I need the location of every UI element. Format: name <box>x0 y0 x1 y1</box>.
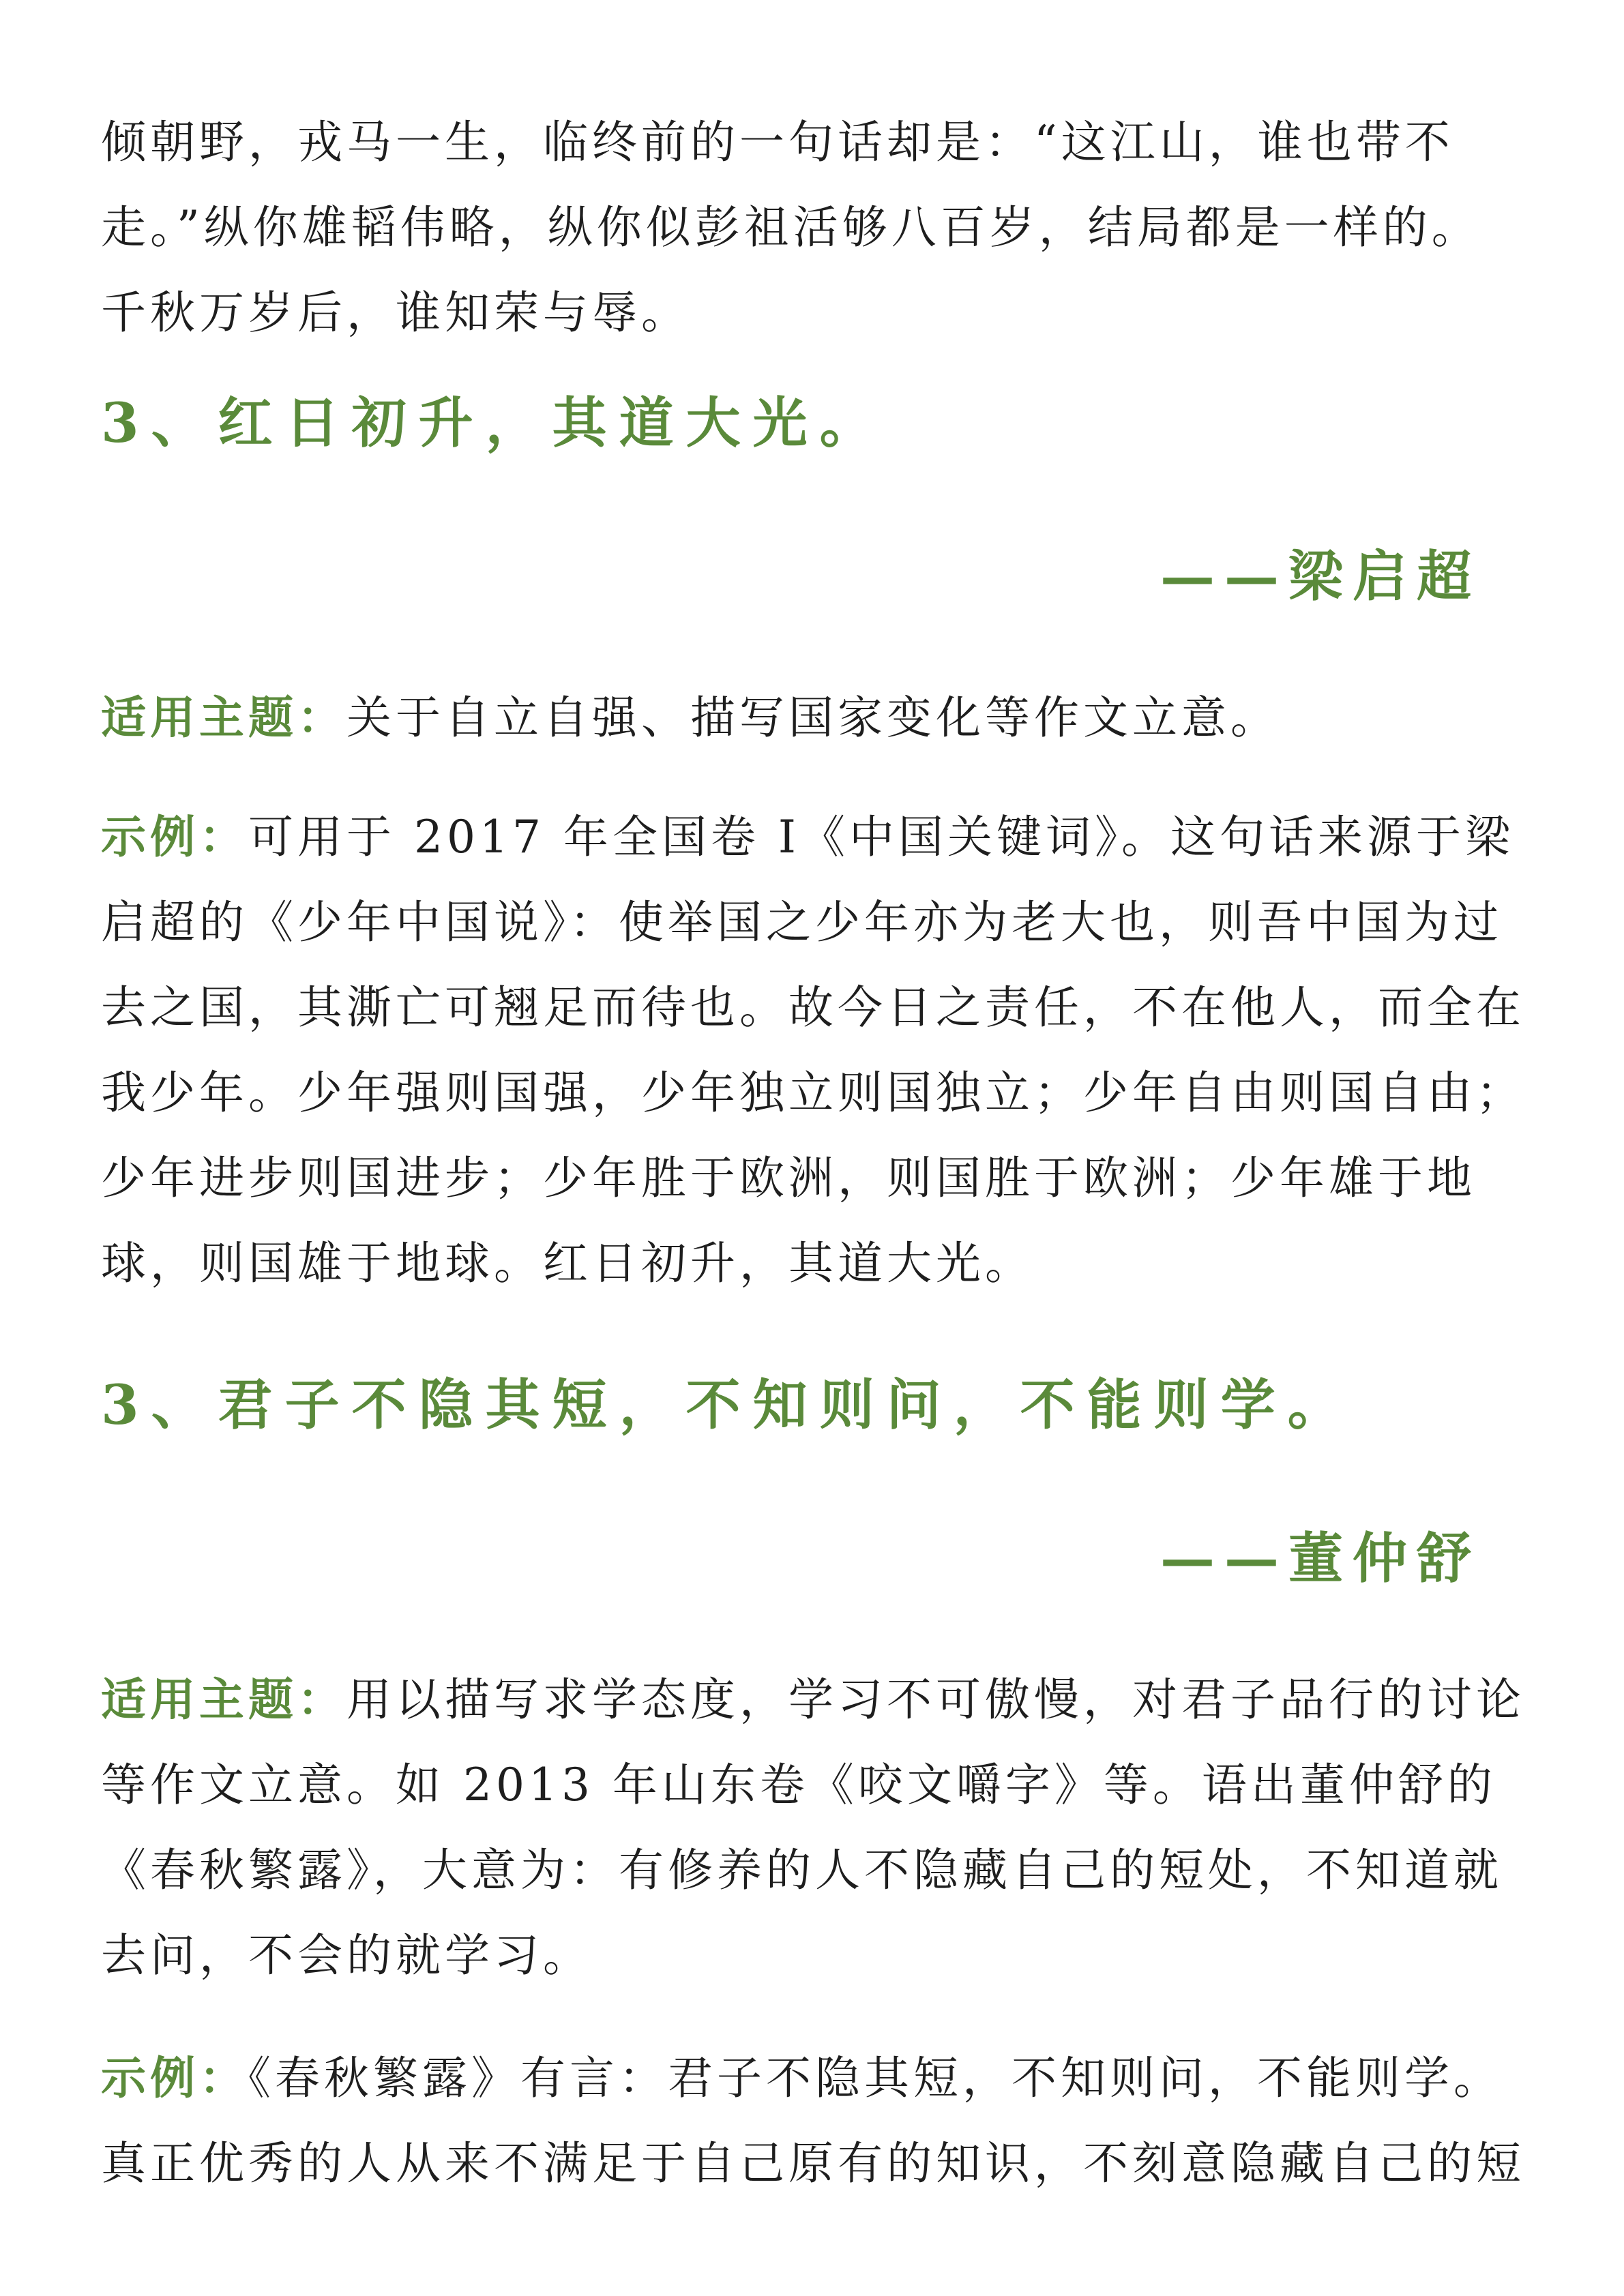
section-1-theme <box>101 675 1526 760</box>
section-1-author: ——梁启超 <box>1160 544 1481 608</box>
section-2-author: ——董仲舒 <box>1160 1526 1481 1590</box>
section-2-example-label: 示例： <box>101 2051 248 2104</box>
section-2-heading: 3、君子不隐其短，不知则问，不能则学。 <box>101 1373 1355 1437</box>
intro-text: 倾朝野，戎马一生，临终前的一句话却是：“这江山，谁也带不走。”纵你雄韬伟略，纵你似彭祖活够八百岁，结局都是一样的。千秋万岁后，谁知荣与辱。 <box>101 116 1481 339</box>
section-2-theme-label: 适用主题： <box>101 1673 346 1726</box>
section-1-example-text: 可用于 2017 年全国卷 I《中国关键词》。这句话来源于梁启超的《少年中国说》：使举国之少年亦为老大也，则吾中国为过去之国，其澌亡可翘足而待也。故今日之责任，不在他人，而全在我少年。少年强则国强，少年独立则国独立；少年自由则国自由；少年进步则国进步；少年胜于欧洲，则国胜于欧洲；少年雄于地球，则国雄于地球。红日初升，其道大光。 <box>101 811 1525 1289</box>
section-2-theme-text: 用以描写求学态度，学习不可傲慢，对君子品行的讨论等作文立意。如 2013 年山东卷《咬文嚼字》等。语出董仲舒的《春秋繁露》，大意为：有修养的人不隐藏自己的短处，不知道就去问，不会的就学习。 <box>101 1673 1525 1982</box>
section-1-theme-text: 关于自立自强、描写国家变化等作文立意。 <box>346 691 1280 744</box>
section-1-theme-label: 适用主题： <box>101 691 346 744</box>
section-2-example-text: 《春秋繁露》有言：君子不隐其短，不知则问，不能则学。真正优秀的人从来不满足于自己原有的知识，不刻意隐藏自己的短 <box>101 2052 1525 2190</box>
section-2-theme <box>101 1657 1526 1998</box>
section-1-example-label: 示例： <box>101 810 248 863</box>
section-2-example <box>101 2036 1526 2206</box>
intro-paragraph <box>101 100 1526 355</box>
section-1-heading: 3、红日初升，其道大光。 <box>101 391 887 455</box>
section-1-example <box>101 794 1526 1306</box>
